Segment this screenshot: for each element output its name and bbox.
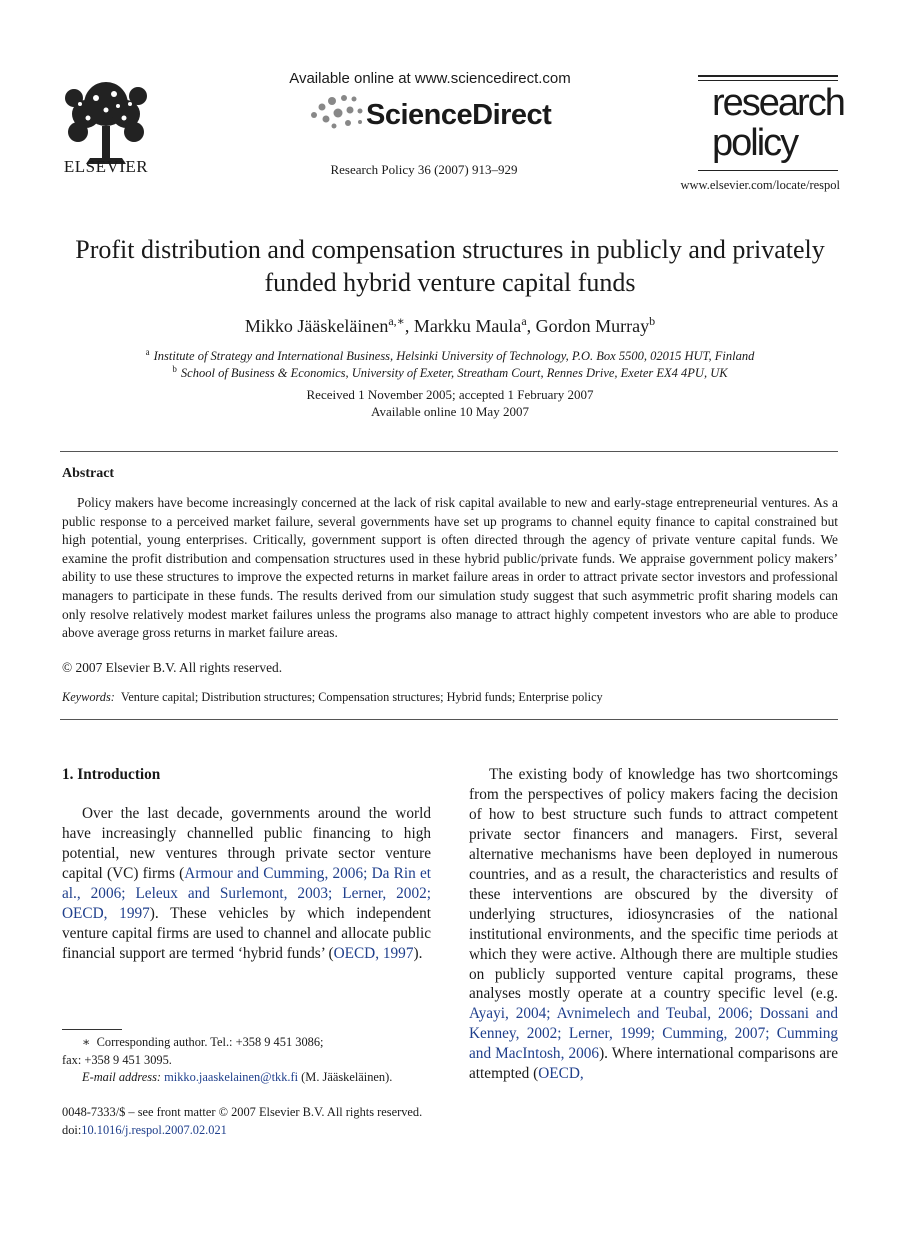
citation-link[interactable]: OECD, 1997: [333, 944, 414, 962]
affiliation-b: [60, 364, 840, 381]
sciencedirect-wordmark: ScienceDirect: [366, 99, 552, 131]
email-label: E-mail address:: [82, 1070, 162, 1084]
issn-line: 0048-7333/$ – see front matter © 2007 Elsevier B.V. All rights reserved.: [62, 1105, 423, 1119]
abstract-rule: [60, 719, 838, 720]
keywords-list: Venture capital; Distribution structures; Compensation structures; Hybrid funds; Enterprise policy: [120, 690, 603, 704]
abstract-copyright: © 2007 Elsevier B.V. All rights reserved.: [62, 660, 283, 675]
author-affiliation-mark[interactable]: a: [521, 314, 527, 328]
section-heading-introduction: 1. Introduction: [62, 766, 161, 783]
footnote-mark: ∗: [82, 1035, 91, 1049]
abstract-rule: [60, 451, 838, 452]
body-column-left: [62, 765, 431, 964]
author-affiliation-mark[interactable]: a,∗: [388, 314, 405, 328]
available-online-text[interactable]: Available online at www.sciencedirect.com: [289, 70, 571, 87]
online-date: Available online 10 May 2007: [371, 404, 529, 419]
doi-label: doi:: [62, 1122, 82, 1137]
body-column-right: [469, 765, 838, 1084]
footnote-fax: fax: +358 9 451 3095.: [62, 1052, 172, 1067]
sciencedirect-dots-icon: [308, 93, 368, 131]
journal-logo-rule: [698, 170, 838, 171]
citation-link[interactable]: Ayayi, 2004; Avnimelech and Teubal, 2006; Dossani and Kenney, 2002; Lerner, 1999; Cumming, 2007; Cumming and MacIntosh, 2006: [469, 1005, 838, 1063]
keywords-label: Keywords:: [62, 690, 115, 704]
affiliation-text: Institute of Strategy and International Business, Helsinki University of Technology, P.O. Box 5500, 02015 HUT, Finland: [153, 349, 755, 364]
author-affiliation-mark[interactable]: b: [649, 314, 656, 328]
affiliation-text: School of Business & Economics, University of Exeter, Streatham Court, Rennes Drive, Exeter EX4 4PU, UK: [180, 366, 728, 381]
received-date: Received 1 November 2005; accepted 1 February 2007: [306, 387, 594, 402]
affiliation-a: [60, 347, 840, 364]
footnote-rule: [62, 1029, 122, 1030]
journal-logo-rule: [698, 80, 838, 81]
doi-link[interactable]: 10.1016/j.respol.2007.02.021: [81, 1122, 227, 1137]
citation-link[interactable]: OECD,: [538, 1065, 584, 1083]
citation-link[interactable]: Armour and Cumming, 2006; Da Rin et al., 2006; Leleux and Surlemont, 2003; Lerner, 2002; OECD, 1997: [62, 864, 431, 922]
article-title: Profit distribution and compensation structures in publicly and privately funded hybrid venture capital funds: [75, 235, 825, 297]
journal-url[interactable]: www.elsevier.com/locate/respol: [680, 178, 840, 192]
email-link[interactable]: mikko.jaaskelainen@tkk.fi: [164, 1070, 299, 1084]
affiliation-mark: a: [145, 347, 150, 357]
abstract-heading: Abstract: [62, 466, 115, 481]
journal-logo-policy: policy: [712, 122, 798, 164]
author-name: Gordon Murray: [535, 316, 650, 336]
corresponding-author-footnote: [62, 1034, 432, 1087]
journal-logo-research: research: [712, 82, 844, 124]
keywords: [62, 690, 838, 705]
author-name: Mikko Jääskeläinen: [244, 316, 389, 336]
journal-logo-rule: [698, 75, 838, 77]
issn-block: [62, 1104, 422, 1139]
affiliation-mark: b: [172, 364, 177, 374]
intro-paragraph-1: Over the last decade, governments around the world have increasingly channelled public financing to high potential, new ventures through private sector venture capital (VC) firms (Armour and Cumming, 2006; Da Rin et al., 2006; Leleux and Surlemont, 2003; Lerner, 2002; OECD, 1997). These vehicles by which independent venture capital firms are used to channel and allocate public financial support are termed ‘hybrid funds’ (OECD, 1997).: [62, 804, 431, 962]
abstract-text: Policy makers have become increasingly concerned at the lack of risk capital available to new and early-stage entrepreneurial ventures. As a public response to a perceived market failure, several governments have set up programs to channel equity finance to capital constrained but high potential, young enterprises. Critically, government support is often directed through the agency of private venture capital funds. We examine the profit distribution and compensation structures used in these hybrid public/private funds. We appraise government policy makers’ ability to use these structures to improve the expected returns in market failure areas in order to attract private sector investors and professional managers to participate in these funds. The results derived from our simulation study suggest that such asymmetric profit sharing models can only resolve relatively modest market failures unless the programs also manage to attract highly competent investors who are able to produce above average gross returns in market failure areas.: [62, 495, 838, 641]
journal-reference: Research Policy 36 (2007) 913–929: [330, 162, 518, 177]
publisher-name: ELSEVIER: [63, 157, 149, 176]
author-name: Markku Maula: [413, 316, 522, 336]
footnote-corresponding: Corresponding author. Tel.: +358 9 451 3086;: [96, 1035, 324, 1049]
intro-paragraph-2: The existing body of knowledge has two shortcomings from the perspectives of policy makers facing the decision of how to best structure such funds to attract competent private sector financers and managers. First, several alternative mechanisms have been deployed in numerous countries, and as a result, the characteristics and results of these interventions are obscured by the diversity of underlying structures, idiosyncrasies of the national institutional environments, and the specific time periods at which they were active. Although there are multiple studies on publicly supported venture capital programs, these analyses mostly operate at a country specific level (e.g. Ayayi, 2004; Avnimelech and Teubal, 2006; Dossani and Kenney, 2002; Lerner, 1999; Cumming, 2007; Cumming and MacIntosh, 2006). Where international comparisons are attempted (OECD,: [469, 766, 839, 1083]
email-suffix: (M. Jääskeläinen).: [298, 1070, 393, 1084]
author-list: Mikko Jääskeläinen$^{a,∗}$, Markku Maula$^a$, Gordon Murray$^b$: [244, 314, 656, 336]
